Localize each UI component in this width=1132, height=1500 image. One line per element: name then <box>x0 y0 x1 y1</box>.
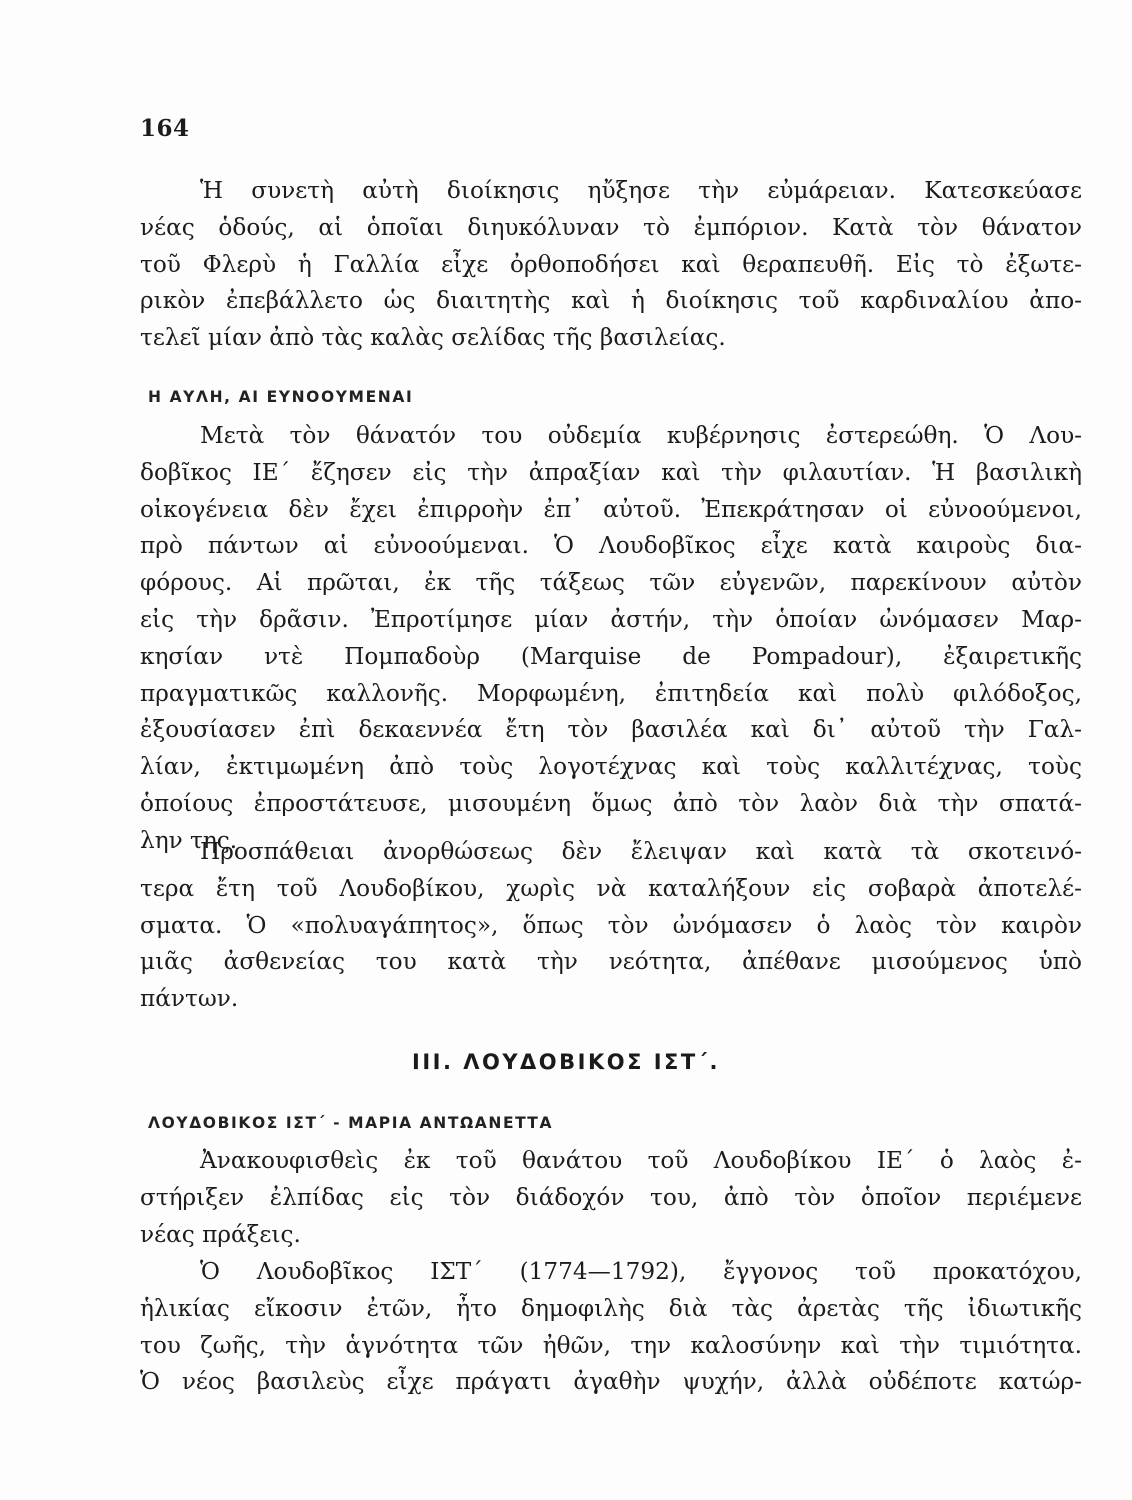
text-line: ὁποίους ἐπροστάτευσε, μισουμένη ὅμως ἀπὸ τὸν λαὸν διὰ τὴν σπατά- <box>140 789 1082 817</box>
paragraph-3 <box>140 834 1082 1018</box>
text-line: τερα ἔτη τοῦ Λουδοβίκου, χωρὶς νὰ καταλήξουν εἰς σοβαρὰ ἀποτελέ- <box>140 874 1082 902</box>
text-line: λίαν, ἐκτιμωμένη ἀπὸ τοὺς λογοτέχνας καὶ τοὺς καλλιτέχνας, τοὺς <box>140 753 1082 781</box>
paragraph-2 <box>140 418 1082 860</box>
text-line: οἰκογένεια δὲν ἔχει ἐπιρροὴν ἐπ᾽ αὐτοῦ. Ἐπεκράτησαν οἱ εὐνοούμενοι, <box>140 495 1082 523</box>
text-line: ἡλικίας εἴκοσιν ἐτῶν, ἦτο δημοφιλὴς διὰ τὰς ἀρετὰς τῆς ἰδιωτικῆς <box>140 1294 1082 1322</box>
text-line: Ἡ συνετὴ αὐτὴ διοίκησις ηὔξησε τὴν εὐμάρειαν. Κατεσκεύασε <box>200 177 1082 204</box>
text-line: πρὸ πάντων αἱ εὐνοούμεναι. Ὁ Λουδοβῖκος εἶχε κατὰ καιροὺς δια- <box>140 532 1082 560</box>
text-line: στήριξεν ἐλπίδας εἰς τὸν διάδοχόν του, ἀπὸ τὸν ὁποῖον περιέμενε <box>140 1183 1082 1211</box>
text-line: νέας πράξεις. <box>140 1220 301 1248</box>
text-line: Προσπάθειαι ἀνορθώσεως δὲν ἔλειψαν καὶ κατὰ τὰ σκοτεινό- <box>200 838 1082 865</box>
text-line: εἰς τὴν δρᾶσιν. Ἐπροτίμησε μίαν ἀστήν, τὴν ὁποίαν ὠνόμασεν Μαρ- <box>140 605 1082 633</box>
text-line: ἐξουσίασεν ἐπὶ δεκαεννέα ἔτη τὸν βασιλέα καὶ δι᾽ αὐτοῦ τὴν Γαλ- <box>140 716 1082 744</box>
text-line: Μετὰ τὸν θάνατόν του οὐδεμία κυβέρνησις ἐστερεώθη. Ὁ Λου- <box>200 422 1082 449</box>
text-line: πραγματικῶς καλλονῆς. Μορφωμένη, ἐπιτηδεία καὶ πολὺ φιλόδοξος, <box>140 679 1082 707</box>
text-line: τελεῖ μίαν ἀπὸ τὰς καλὰς σελίδας τῆς βασιλείας. <box>140 324 726 352</box>
text-line: Ἀνακουφισθεὶς ἐκ τοῦ θανάτου τοῦ Λουδοβίκου ΙΕ΄ ὁ λαὸς ἐ- <box>200 1147 1082 1174</box>
text-line: σματα. Ὁ «πολυαγάπητος», ὅπως τὸν ὠνόμασεν ὁ λαὸς τὸν καιρὸν <box>140 911 1082 939</box>
section-heading-court: Η ΑΥΛΗ, ΑΙ ΕΥΝΟΟΥΜΕΝΑΙ <box>148 388 414 406</box>
text-line: Ὁ νέος βασιλεὺς εἶχε πράγατι ἀγαθὴν ψυχήν, ἀλλὰ οὐδέποτε κατώρ- <box>140 1368 1082 1396</box>
text-line: λην της. <box>140 826 238 854</box>
text-line: μιᾶς ἀσθενείας του κατὰ τὴν νεότητα, ἀπέθανε μισούμενος ὑπὸ <box>140 948 1082 976</box>
text-line: φόρους. Αἱ πρῶται, ἐκ τῆς τάξεως τῶν εὐγενῶν, παρεκίνουν αὐτὸν <box>140 569 1082 597</box>
text-line: Ὁ Λουδοβῖκος ΙΣΤ΄ (1774—1792), ἔγγονος τοῦ προκατόχου, <box>200 1258 1082 1285</box>
chapter-title: ΙΙΙ. ΛΟΥΔΟΒΙΚΟΣ ΙΣΤ΄. <box>412 1050 720 1074</box>
section-heading-louis-xvi: ΛΟΥΔΟΒΙΚΟΣ ΙΣΤ΄ - ΜΑΡΙΑ ΑΝΤΩΑΝΕΤΤΑ <box>148 1114 554 1132</box>
paragraph-1 <box>140 173 1082 357</box>
page-number: 164 <box>140 115 190 142</box>
text-line: ρικὸν ἐπεβάλλετο ὡς διαιτητὴς καὶ ἡ διοίκησις τοῦ καρδιναλίου ἀπο- <box>140 287 1082 315</box>
paragraph-4 <box>140 1143 1082 1253</box>
text-line: πάντων. <box>140 985 239 1013</box>
text-line: κησίαν ντὲ Πομπαδοὺρ (Marquise de Pompadour), ἐξαιρετικῆς <box>140 642 1082 670</box>
text-line: νέας ὁδούς, αἱ ὁποῖαι διηυκόλυναν τὸ ἐμπόριον. Κατὰ τὸν θάνατον <box>140 213 1082 241</box>
text-line: του ζωῆς, τὴν ἁγνότητα τῶν ἠθῶν, την καλοσύνην καὶ τὴν τιμιότητα. <box>140 1331 1082 1359</box>
paragraph-5 <box>140 1254 1082 1401</box>
text-line: τοῦ Φλερὺ ἡ Γαλλία εἶχε ὀρθοποδήσει καὶ θεραπευθῆ. Εἰς τὸ ἐξωτε- <box>140 250 1082 278</box>
text-line: δοβῖκος ΙΕ΄ ἔζησεν εἰς τὴν ἀπραξίαν καὶ τὴν φιλαυτίαν. Ἡ βασιλικὴ <box>140 458 1082 486</box>
